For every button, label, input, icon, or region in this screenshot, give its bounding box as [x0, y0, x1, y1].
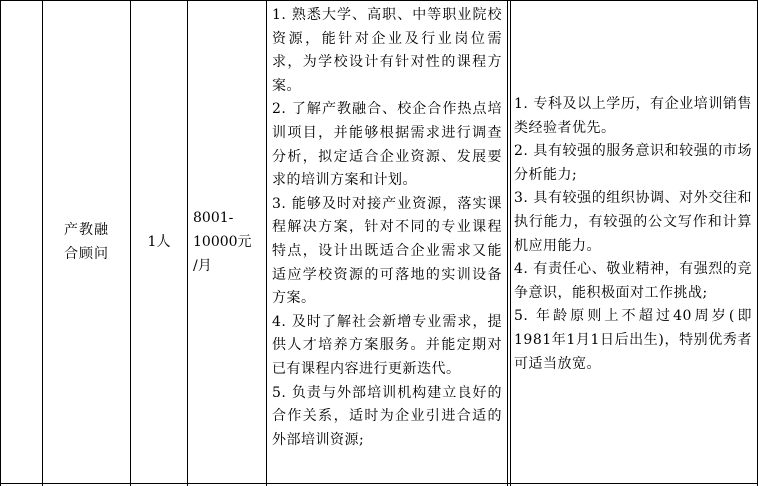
requirement-item: 2. 具有较强的服务意识和较强的市场分析能力;	[514, 143, 752, 183]
duty-item: 2. 了解产教融合、校企合作热点培训项目，并能够根据需求进行调查分析，拟定适合企业资源、发展要求的培训方案和计划。	[272, 101, 502, 189]
table-bottom-border	[0, 483, 758, 484]
duty-item: 1. 熟悉大学、高职、中等职业院校资源，能针对企业及行业岗位需求，为学校设计有针对性的课程方案。	[272, 7, 502, 94]
duty-item: 5. 负责与外部培训机构建立良好的合作关系，适时为企业引进合适的外部培训资源;	[272, 384, 502, 448]
empty-cell	[1, 1, 42, 483]
salary-line1: 8001-	[193, 210, 234, 226]
duty-item: 4. 及时了解社会新增专业需求，提供人才培养方案服务。并能定期对已有课程内容进行更新迭代。	[272, 313, 502, 377]
salary-line3: /月	[193, 258, 212, 274]
table-border-4	[266, 0, 267, 486]
headcount-value: 1人	[147, 234, 171, 250]
headcount-cell	[131, 1, 187, 483]
position-name-line1: 产教融	[64, 222, 109, 238]
position-name-line2: 合顾问	[64, 246, 109, 262]
duties-cell	[272, 4, 502, 452]
salary-line2: 10000元	[193, 234, 252, 250]
requirement-item: 5. 年龄原则上不超过40周岁(即1981年1月1日后出生)，特别优秀者可适当放宽。	[514, 308, 752, 372]
position-cell	[43, 1, 130, 483]
requirement-item: 1. 专科及以上学历，有企业培训销售类经验者优先。	[514, 96, 752, 136]
requirements-cell	[514, 93, 752, 376]
table-border-6	[510, 0, 511, 486]
duty-item: 3. 能够及时对接产业资源，落实课程解决方案，针对不同的专业课程特点，设计出既适合企业需求又能适应学校资源的可落地的实训设备方案。	[272, 195, 502, 307]
salary-cell	[188, 1, 266, 483]
requirement-item: 3. 具有较强的组织协调、对外交往和执行能力，有较强的公文写作和计算机应用能力。	[514, 190, 752, 254]
requirement-item: 4. 有责任心、敬业精神，有强烈的竞争意识，能积极面对工作挑战;	[514, 261, 752, 301]
table-border-5	[507, 0, 508, 486]
